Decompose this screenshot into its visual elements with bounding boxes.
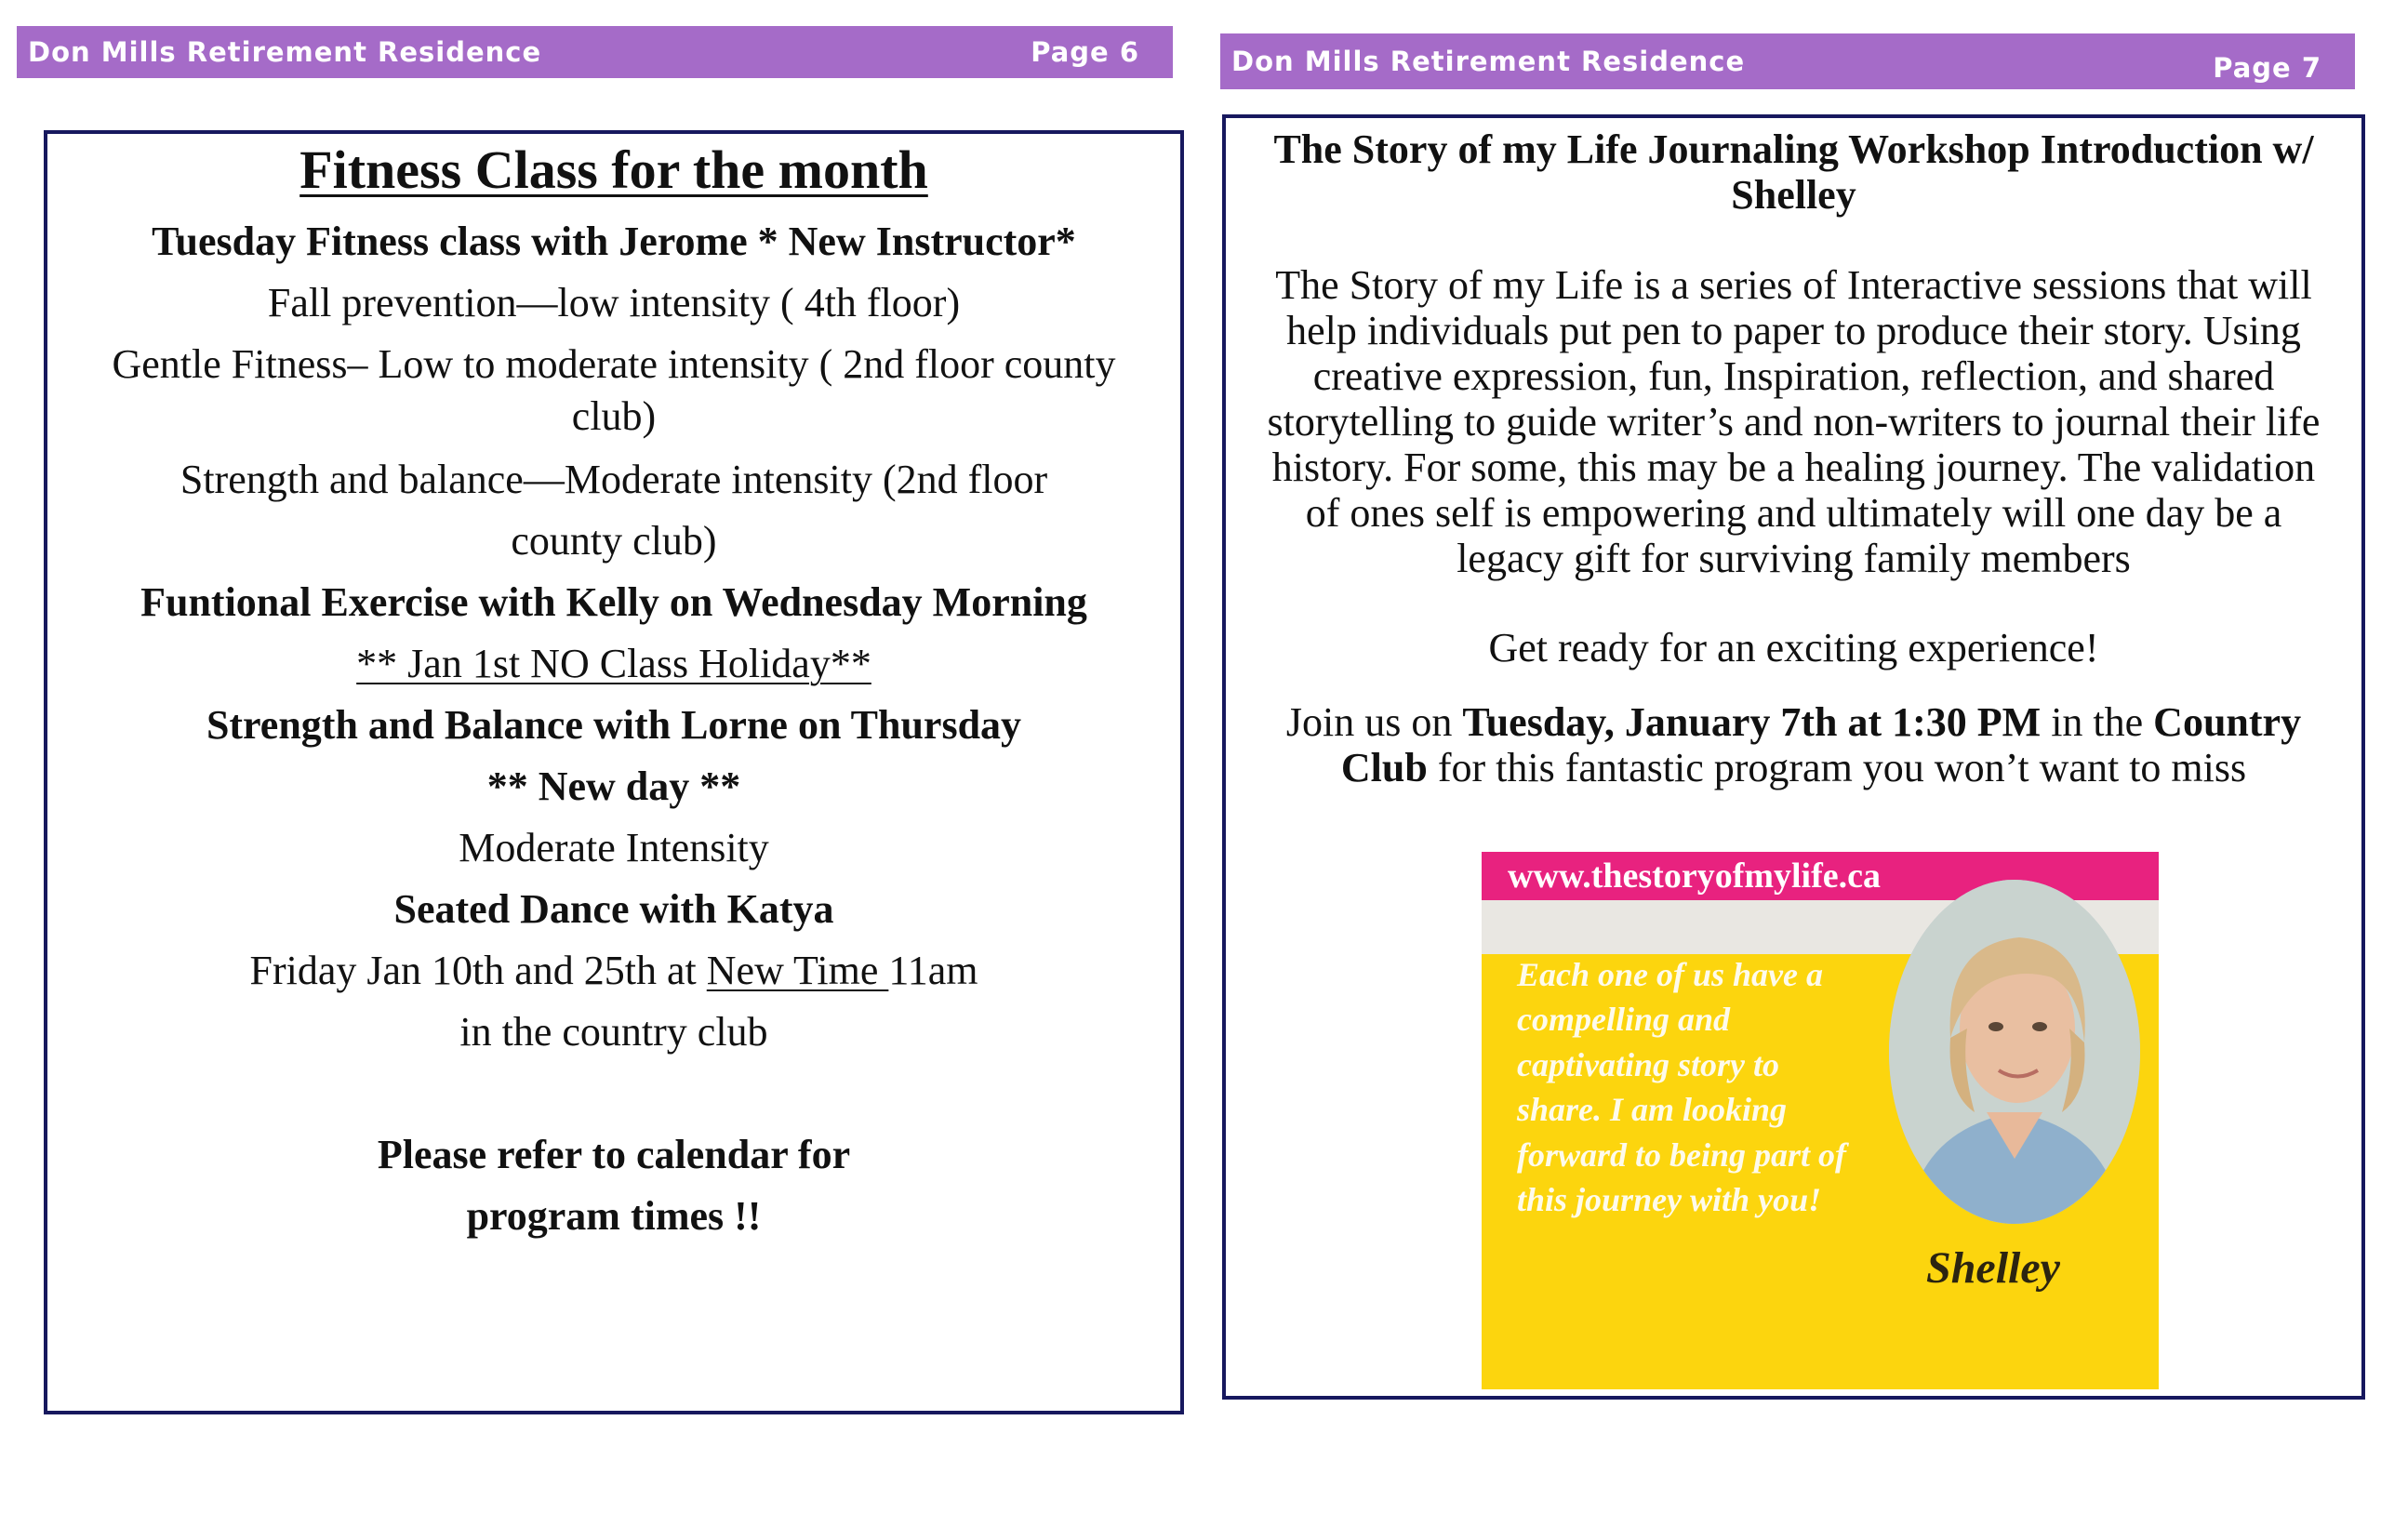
- event-location-2: Club: [1340, 745, 1428, 790]
- promo-quote-line: captivating story to: [1517, 1046, 1779, 1083]
- promo-quote-line: share. I am looking: [1517, 1091, 1788, 1128]
- country-club-line: in the country club: [459, 1009, 768, 1055]
- tuesday-class-line: Tuesday Fitness class with Jerome * New Instructor*: [152, 219, 1076, 264]
- program-times-line: program times !!: [466, 1193, 762, 1239]
- thursday-class-line: Strength and Balance with Lorne on Thursday: [206, 702, 1022, 748]
- moderate-intensity-line: Moderate Intensity: [459, 825, 769, 870]
- gentle-fitness-line: Gentle Fitness– Low to moderate intensity ( 2nd floor county: [112, 341, 1116, 387]
- page-header-right: [1220, 33, 2355, 89]
- body-line: storytelling to guide writer’s and non-writers to journal their life: [1267, 399, 2321, 445]
- friday-line: [47, 947, 1180, 995]
- workshop-title-2: Shelley: [1731, 172, 1856, 218]
- promo-quote-line: this journey with you!: [1517, 1181, 1822, 1218]
- fall-prevention-line: Fall prevention—low intensity ( 4th floor): [267, 280, 961, 325]
- new-day-line: ** New day **: [486, 763, 741, 809]
- page-header-left: [17, 26, 1173, 78]
- header-page-number: Page 6: [1031, 36, 1139, 68]
- join-mid-text: in the: [2041, 699, 2154, 745]
- new-time-text: New Time: [706, 948, 889, 993]
- body-line: creative expression, fun, Inspiration, reflection, and shared: [1312, 353, 2275, 399]
- portrait-illustration: [1889, 880, 2140, 1224]
- friday-time-text: 11am: [888, 948, 978, 993]
- body-line: help individuals put pen to paper to produce their story. Using: [1286, 308, 2301, 353]
- join-line: [1226, 699, 2361, 745]
- story-of-my-life-promo-image: [1482, 852, 2159, 1389]
- join-line-2: [1226, 745, 2361, 790]
- friday-date-text: Friday Jan 10th and 25th at: [249, 948, 707, 993]
- fitness-title: Fitness Class for the month: [299, 139, 928, 200]
- strength-balance-line: Strength and balance—Moderate intensity (2nd floor: [180, 457, 1048, 502]
- refer-calendar-line: Please refer to calendar for: [377, 1132, 851, 1177]
- seated-dance-line: Seated Dance with Katya: [393, 886, 834, 932]
- body-line: legacy gift for surviving family members: [1457, 536, 2131, 581]
- get-ready-line: Get ready for an exciting experience!: [1488, 625, 2099, 670]
- body-line: The Story of my Life is a series of Interactive sessions that will: [1275, 262, 2312, 308]
- holiday-line: ** Jan 1st NO Class Holiday**: [356, 641, 871, 686]
- body-line: history. For some, this may be a healing journey. The validation: [1271, 445, 2316, 490]
- join-post-text: for this fantastic program you won’t want to miss: [1427, 745, 2247, 790]
- header-org-name: Don Mills Retirement Residence: [1231, 46, 1746, 77]
- promo-quote-line: forward to being part of: [1517, 1136, 1847, 1174]
- promo-signature: Shelley: [1926, 1243, 2060, 1293]
- join-pre-text: Join us on: [1285, 699, 1463, 745]
- workshop-title: The Story of my Life Journaling Workshop Introduction w/: [1273, 126, 2314, 172]
- event-datetime: Tuesday, January 7th at 1:30 PM: [1462, 699, 2042, 745]
- header-org-name: Don Mills Retirement Residence: [28, 36, 542, 68]
- body-line: of ones self is empowering and ultimately will one day be a: [1305, 490, 2282, 536]
- promo-quote-line: Each one of us have a: [1517, 956, 1824, 993]
- shelley-portrait: [1889, 880, 2140, 1224]
- holiday-line-wrap: [47, 640, 1180, 688]
- functional-exercise-line: Funtional Exercise with Kelly on Wednesday Morning: [140, 579, 1087, 625]
- gentle-fitness-line-2: club): [571, 393, 657, 439]
- fitness-class-panel: [44, 130, 1184, 1414]
- promo-quote-line: compelling and: [1517, 1001, 1731, 1038]
- event-location: Country: [2153, 699, 2302, 745]
- promo-url: www.thestoryofmylife.ca: [1508, 856, 1882, 896]
- header-page-number: Page 7: [2213, 52, 2321, 84]
- strength-balance-line-2: county club): [511, 518, 717, 564]
